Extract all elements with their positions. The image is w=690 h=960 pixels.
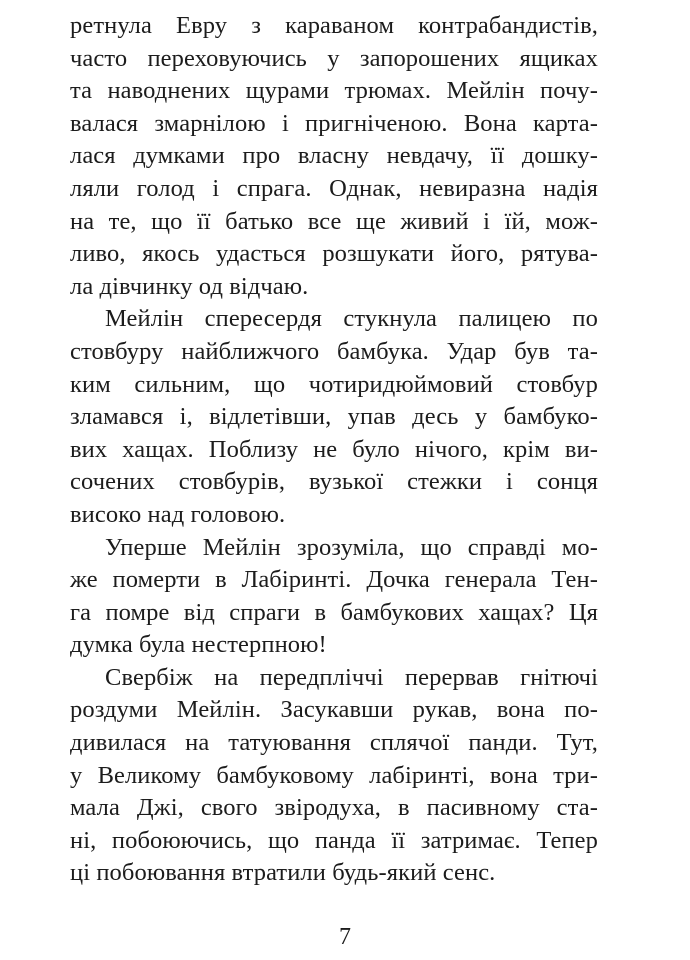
text-line: ні, побоюючись, що панда її затримає. Тепер xyxy=(70,826,598,854)
text-line: зламався і, відлетівши, упав десь у бамбуко- xyxy=(70,403,598,431)
text-line: ретнула Евру з караваном контрабандистів, xyxy=(70,12,598,39)
text-line: ла дівчинку од відчаю. xyxy=(70,272,309,300)
text-line: на те, що її батько все ще живий і їй, мож- xyxy=(70,207,598,235)
book-page-text xyxy=(70,10,598,890)
text-line: дивилася на татуювання сплячої панди. Тут, xyxy=(70,729,598,757)
paragraph-4 xyxy=(70,662,598,890)
text-line: ким сильним, що чотиридюймовий стовбур xyxy=(70,370,598,398)
text-line: лася думками про власну невдачу, її дошку- xyxy=(70,142,598,170)
text-line: стовбуру найближчого бамбука. Удар був та- xyxy=(70,337,598,365)
text-line: же померти в Лабіринті. Дочка генерала Тен- xyxy=(70,566,598,594)
text-line: ливо, якось удасться розшукати його, рятува- xyxy=(70,240,598,268)
text-line: думка була нестерпною! xyxy=(70,631,327,659)
text-line: га помре від спраги в бамбукових хащах? Ця xyxy=(70,598,598,626)
text-line: Свербіж на передпліччі перервав гнітючі xyxy=(105,663,598,691)
text-line: високо над головою. xyxy=(70,500,286,528)
paragraph-1 xyxy=(70,10,598,303)
text-line: часто переховуючись у запорошених ящиках xyxy=(70,44,598,72)
text-line: ці побоювання втратили будь-який сенс. xyxy=(70,859,496,887)
page-number: 7 xyxy=(339,924,351,950)
text-line: роздуми Мейлін. Засукавши рукав, вона по- xyxy=(70,696,598,724)
paragraph-3 xyxy=(70,532,598,662)
text-line: мала Джі, свого звіродуха, в пасивному ста- xyxy=(70,794,598,822)
text-line: Мейлін спересердя стукнула палицею по xyxy=(105,305,598,333)
text-line: сочених стовбурів, вузької стежки і сонця xyxy=(70,468,598,496)
text-line: Уперше Мейлін зрозуміла, що справді мо- xyxy=(105,533,598,561)
text-line: вих хащах. Поблизу не було нічого, крім ви- xyxy=(70,435,598,463)
text-line: у Великому бамбуковому лабіринті, вона три- xyxy=(70,761,598,789)
text-line: валася змарнілою і пригніченою. Вона карта- xyxy=(70,109,598,137)
paragraph-2 xyxy=(70,303,598,531)
text-line: та наводнених щурами трюмах. Мейлін почу- xyxy=(70,77,598,105)
text-line: ляли голод і спрага. Однак, невиразна надія xyxy=(70,174,598,202)
